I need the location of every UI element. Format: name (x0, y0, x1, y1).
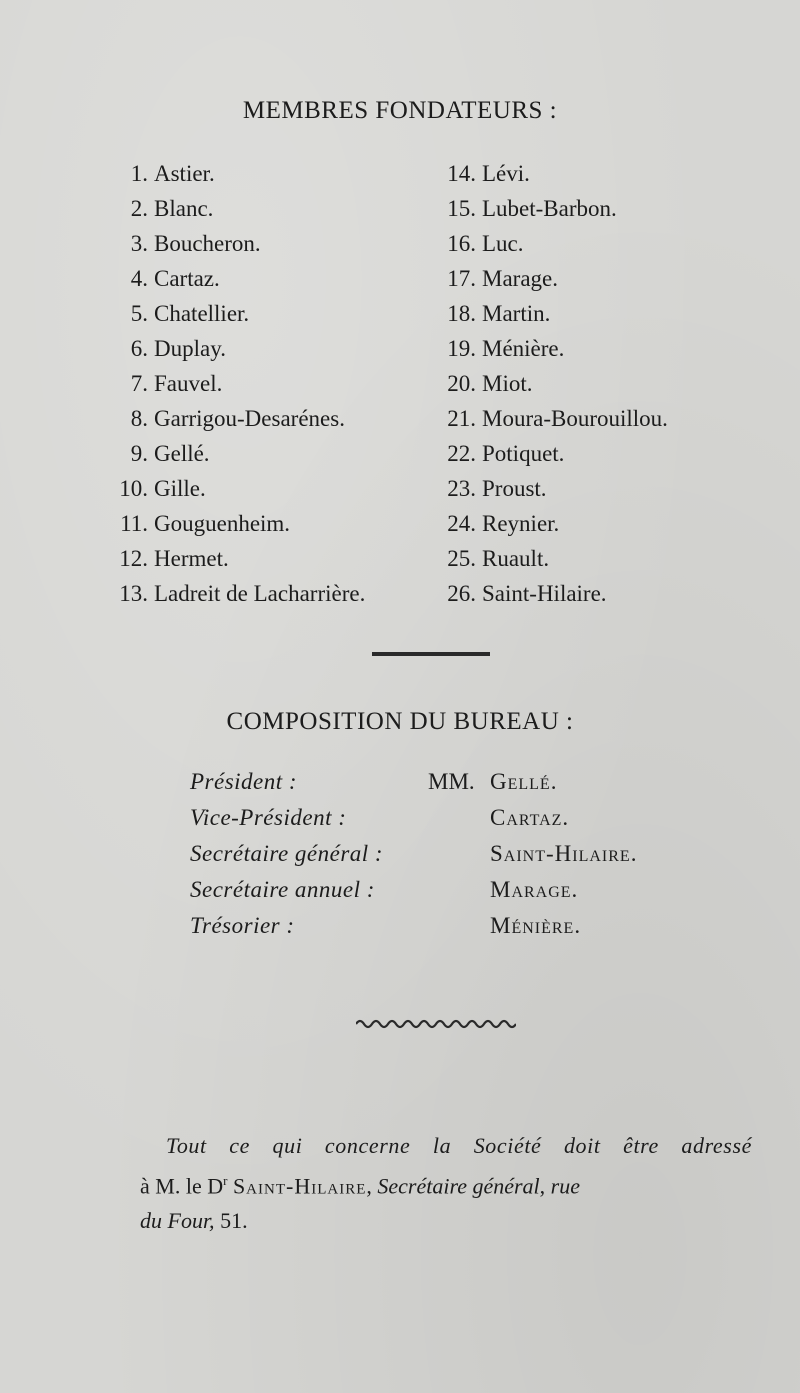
list-item (436, 401, 668, 436)
member-number: 1. (130, 161, 148, 186)
list-item (436, 436, 668, 471)
member-number: 10. (119, 476, 148, 501)
member-name: Ruault. (482, 546, 550, 571)
footer-role: Secrétaire général (377, 1173, 540, 1199)
members-title: MEMBRES FONDATEURS : (242, 97, 558, 124)
member-name: Gellé. (154, 441, 210, 466)
bureau-person: Saint-Hilaire. (490, 841, 638, 866)
member-number: 14. (447, 161, 476, 186)
bureau-title: COMPOSITION DU BUREAU : (226, 708, 574, 735)
bureau-person: Ménière. (490, 913, 582, 938)
bureau-role: Trésorier : (190, 913, 295, 938)
list-item (436, 191, 668, 226)
bureau-row (190, 836, 710, 872)
member-name: Luc. (482, 231, 524, 256)
list-item (436, 296, 668, 331)
list-item (436, 576, 668, 611)
footer-line-1: Tout ce qui concerne la Société doit être adressé (166, 1133, 752, 1158)
list-item (108, 331, 365, 366)
member-number: 22. (447, 441, 476, 466)
footer-title-sup: r (223, 1173, 228, 1188)
bureau-person: Marage. (490, 877, 579, 902)
member-number: 26. (447, 581, 476, 606)
list-item (436, 261, 668, 296)
footer-comma-2: , (539, 1173, 551, 1199)
member-number: 7. (130, 371, 148, 396)
list-item (436, 331, 668, 366)
member-number: 21. (447, 406, 476, 431)
bureau-role: Secrétaire général : (190, 841, 384, 866)
bureau-role: Vice-Président : (190, 805, 347, 830)
bureau-row (190, 764, 710, 800)
member-name: Ménière. (482, 336, 565, 361)
member-number: 2. (130, 196, 148, 221)
bureau-list (190, 764, 710, 944)
member-name: Lubet-Barbon. (482, 196, 617, 221)
member-number: 25. (447, 546, 476, 571)
member-number: 18. (447, 301, 476, 326)
footer-line-3 (140, 1203, 752, 1238)
member-name: Gille. (154, 476, 206, 501)
bureau-person: Gellé. (490, 769, 558, 794)
bureau-prefix: MM. (428, 769, 475, 794)
member-number: 17. (447, 266, 476, 291)
member-number: 3. (130, 231, 148, 256)
list-item (108, 401, 365, 436)
list-item (108, 436, 365, 471)
ornament-squiggle (356, 1015, 516, 1029)
footer-line-2 (140, 1163, 752, 1203)
bureau-row (190, 872, 710, 908)
list-item (436, 506, 668, 541)
list-item (108, 541, 365, 576)
member-name: Moura-Bourouillou. (482, 406, 668, 431)
footer-address-prefix: à M. le D (140, 1173, 224, 1199)
member-name: Miot. (482, 371, 533, 396)
member-number: 6. (130, 336, 148, 361)
member-name: Blanc. (154, 196, 214, 221)
members-list-right (436, 156, 668, 611)
footer-comma: , (366, 1173, 372, 1199)
member-name: Proust. (482, 476, 547, 501)
member-name: Saint-Hilaire. (482, 581, 607, 606)
list-item (108, 261, 365, 296)
member-name: Hermet. (154, 546, 229, 571)
list-item (108, 471, 365, 506)
list-item (108, 506, 365, 541)
member-number: 15. (447, 196, 476, 221)
member-name: Lévi. (482, 161, 530, 186)
bureau-row (190, 800, 710, 836)
list-item (108, 366, 365, 401)
footer-name: Saint-Hilaire (232, 1173, 367, 1199)
bureau-role: Secrétaire annuel : (190, 877, 375, 902)
member-name: Astier. (154, 161, 215, 186)
member-name: Fauvel. (154, 371, 223, 396)
member-name: Marage. (482, 266, 558, 291)
bureau-row (190, 908, 710, 944)
member-name: Duplay. (154, 336, 226, 361)
section-divider (372, 652, 490, 656)
member-number: 13. (119, 581, 148, 606)
footer-street: du Four, (140, 1208, 215, 1234)
bureau-person: Cartaz. (490, 805, 570, 830)
member-number: 8. (130, 406, 148, 431)
list-item (436, 226, 668, 261)
member-name: Garrigou-Desarénes. (154, 406, 345, 431)
members-list-left (108, 156, 365, 611)
list-item (108, 156, 365, 191)
list-item (436, 156, 668, 191)
member-name: Cartaz. (154, 266, 220, 291)
list-item (436, 471, 668, 506)
footer-street-number: 51. (214, 1208, 248, 1234)
member-number: 9. (130, 441, 148, 466)
list-item (108, 191, 365, 226)
member-name: Boucheron. (154, 231, 261, 256)
footer-rue: rue (550, 1173, 580, 1199)
member-number: 12. (119, 546, 148, 571)
list-item (436, 541, 668, 576)
footer-note (140, 1128, 752, 1238)
member-name: Reynier. (482, 511, 560, 536)
member-name: Martin. (482, 301, 551, 326)
member-number: 5. (130, 301, 148, 326)
member-name: Chatellier. (154, 301, 250, 326)
member-number: 24. (447, 511, 476, 536)
member-number: 4. (130, 266, 148, 291)
member-number: 16. (447, 231, 476, 256)
member-name: Ladreit de Lacharrière. (154, 581, 366, 606)
member-number: 11. (120, 511, 148, 536)
list-item (108, 576, 365, 611)
member-number: 20. (447, 371, 476, 396)
member-name: Gouguenheim. (154, 511, 291, 536)
member-number: 23. (447, 476, 476, 501)
list-item (436, 366, 668, 401)
list-item (108, 296, 365, 331)
member-name: Potiquet. (482, 441, 565, 466)
list-item (108, 226, 365, 261)
member-number: 19. (447, 336, 476, 361)
bureau-role: Président : (190, 769, 298, 794)
